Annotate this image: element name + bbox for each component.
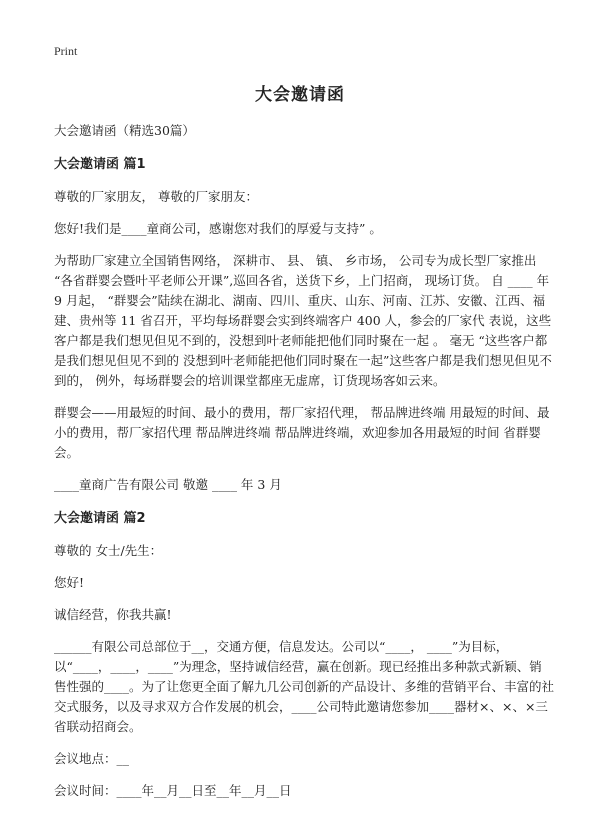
section-heading: 大会邀请函 篇2: [54, 511, 146, 526]
document-body: [54, 121, 554, 813]
section-heading: 大会邀请函 篇1: [54, 157, 146, 172]
greeting-paragraph: 您好!我们是____童商公司，感谢您对我们的厚爱与支持” 。: [54, 221, 382, 236]
body-paragraph: 群婴会——用最短的时间、最小的费用，帮厂家招代理， 帮品牌进终端 用最短的时间、最小的费用，帮厂家招代理 帮品牌进终端 帮品牌进终端，欢迎参加各用最短的时间 省群婴会。: [54, 405, 550, 460]
body-paragraph: 为帮助厂家建立全国销售网络， 深耕市、 县、 镇、 乡市场， 公司专为成长型厂家推出 “各省群婴会暨叶平老师公开课”,巡回各省，送货下乡，上门招商， 现场订货。 自 ____ 年 9 月起， “群婴会”陆续在湖北、湖南、四川、重庆、山东、河南、江苏、安徽、江西、福建、贵州等 11 省召开，平均每场群婴会实到终端客户 400 人，参会的厂家代 表说，这些客户都是我们想见但见不到的，没想到叶老师能把他们同时聚在一起 。 毫无 “这些客户都是我们想见但见不到的 没想到叶老师能把他们同时聚在一起”这些客户都是我们想见但见不到的， 例外，每场群婴会的培训课堂都座无虚席，订货现场客如云来。: [54, 253, 552, 388]
body-paragraph: 诚信经营，你我共赢!: [54, 607, 172, 622]
body-paragraph: ______有限公司总部位于__，交通方便，信息发达。公司以“____， ____”为目标，以“____，____，____”为理念，坚持诚信经营，赢在创新。现已经推出多种款式新颖、销售性强的____。为了让您更全面了解九几公司创新的产品设计、多维的营销平台、丰富的社交式服务，以及寻求双方合作发展的机会，____公司特此邀请您参加____器材×、×、×三省联动招商会。: [54, 639, 555, 734]
meeting-time: 会议时间：____年__月__日至__年__月__日: [54, 783, 292, 798]
page-title: 大会邀请函: [255, 85, 345, 105]
document-subtitle: 大会邀请函（精选30篇）: [54, 123, 195, 138]
salutation: 尊敬的 女士/先生：: [54, 543, 163, 558]
greeting-paragraph: 您好!: [54, 575, 85, 590]
print-link[interactable]: Print: [54, 44, 78, 58]
meeting-location: 会议地点：__: [54, 751, 130, 766]
salutation: 尊敬的厂家朋友， 尊敬的厂家朋友：: [54, 189, 258, 204]
signature-line: ____童商广告有限公司 敬邀 ____ 年 3 月: [54, 477, 282, 492]
